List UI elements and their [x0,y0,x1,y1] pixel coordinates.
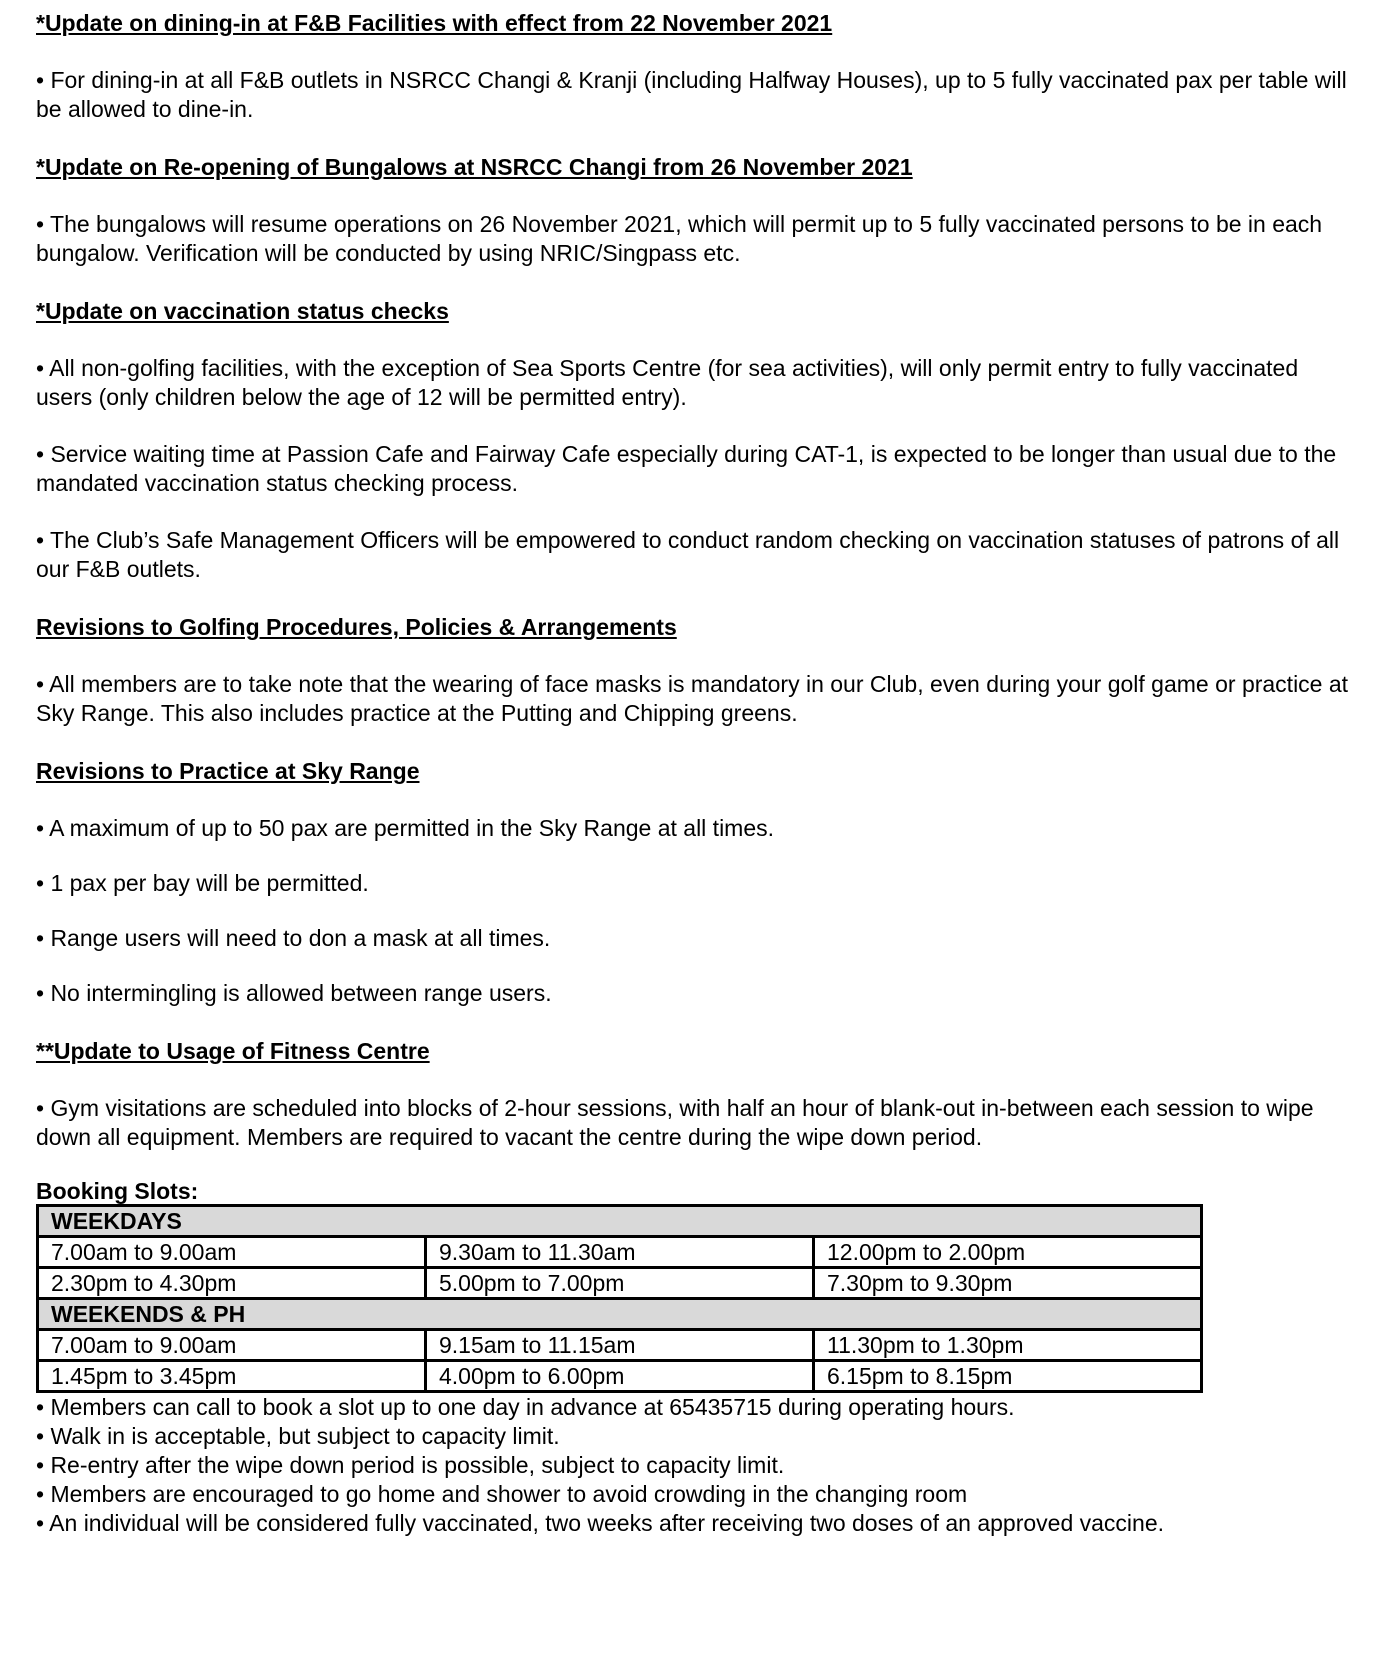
paragraph: • A maximum of up to 50 pax are permitted in the Sky Range at all times. [36,815,775,841]
paragraph: • Range users will need to don a mask at all times. [36,925,551,951]
section-heading-fitness-centre: **Update to Usage of Fitness Centre [36,1038,430,1064]
paragraph: • The Club’s Safe Management Officers will be empowered to conduct random checking on vaccination statuses of patrons of all our F&B outlets. [36,527,1340,582]
weekdays-header: WEEKDAYS [38,1206,1202,1237]
table-cell: 12.00pm to 2.00pm [814,1237,1202,1268]
table-cell: 7.00am to 9.00am [38,1237,426,1268]
section-heading-sky-range: Revisions to Practice at Sky Range [36,758,420,784]
table-cell: 4.00pm to 6.00pm [426,1361,814,1392]
table-cell: 9.30am to 11.30am [426,1237,814,1268]
paragraph: • The bungalows will resume operations on 26 November 2021, which will permit up to 5 fully vaccinated persons to be in each bungalow. Verification will be conducted by using NRIC/Singpass etc. [36,211,1323,266]
weekends-header: WEEKENDS & PH [38,1299,1202,1330]
table-cell: 11.30pm to 1.30pm [814,1330,1202,1361]
paragraph: • For dining-in at all F&B outlets in NSRCC Changi & Kranji (including Halfway Houses), up to 5 fully vaccinated pax per table will be allowed to dine-in. [36,67,1347,122]
table-row [38,1299,1202,1330]
booking-slots-label: Booking Slots: [36,1178,199,1204]
section-heading-dining-in: *Update on dining-in at F&B Facilities with effect from 22 November 2021 [36,10,833,36]
table-cell: 1.45pm to 3.45pm [38,1361,426,1392]
table-row [38,1361,1202,1392]
paragraph: • No intermingling is allowed between range users. [36,980,552,1006]
table-row [38,1237,1202,1268]
paragraph: • Gym visitations are scheduled into blocks of 2-hour sessions, with half an hour of blank-out in-between each session to wipe down all equipment. Members are required to vacant the centre during the wipe down period. [36,1095,1314,1150]
table-cell: 5.00pm to 7.00pm [426,1268,814,1299]
table-row [38,1330,1202,1361]
booking-note: • Members are encouraged to go home and shower to avoid crowding in the changing room [36,1481,968,1507]
paragraph: • Service waiting time at Passion Cafe and Fairway Cafe especially during CAT-1, is expected to be longer than usual due to the mandated vaccination status checking process. [36,441,1337,496]
section-heading-vaccination-checks: *Update on vaccination status checks [36,298,449,324]
booking-note: • Members can call to book a slot up to one day in advance at 65435715 during operating hours. [36,1394,1015,1420]
booking-note: • An individual will be considered fully vaccinated, two weeks after receiving two doses of an approved vaccine. [36,1510,1164,1536]
table-cell: 9.15am to 11.15am [426,1330,814,1361]
table-cell: 6.15pm to 8.15pm [814,1361,1202,1392]
booking-slots-table [36,1204,1203,1393]
document [36,8,1356,1538]
table-row [38,1206,1202,1237]
table-cell: 2.30pm to 4.30pm [38,1268,426,1299]
table-row [38,1268,1202,1299]
paragraph: • 1 pax per bay will be permitted. [36,870,369,896]
section-heading-bungalows: *Update on Re-opening of Bungalows at NSRCC Changi from 26 November 2021 [36,154,913,180]
section-heading-golfing-procedures: Revisions to Golfing Procedures, Policies & Arrangements [36,614,677,640]
table-cell: 7.00am to 9.00am [38,1330,426,1361]
table-cell: 7.30pm to 9.30pm [814,1268,1202,1299]
paragraph: • All members are to take note that the wearing of face masks is mandatory in our Club, even during your golf game or practice at Sky Range. This also includes practice at the Putting and Chipping greens. [36,671,1349,726]
booking-note: • Re-entry after the wipe down period is possible, subject to capacity limit. [36,1452,785,1478]
booking-note: • Walk in is acceptable, but subject to capacity limit. [36,1423,560,1449]
paragraph: • All non-golfing facilities, with the exception of Sea Sports Centre (for sea activities), will only permit entry to fully vaccinated users (only children below the age of 12 will be permitted entry). [36,355,1299,410]
